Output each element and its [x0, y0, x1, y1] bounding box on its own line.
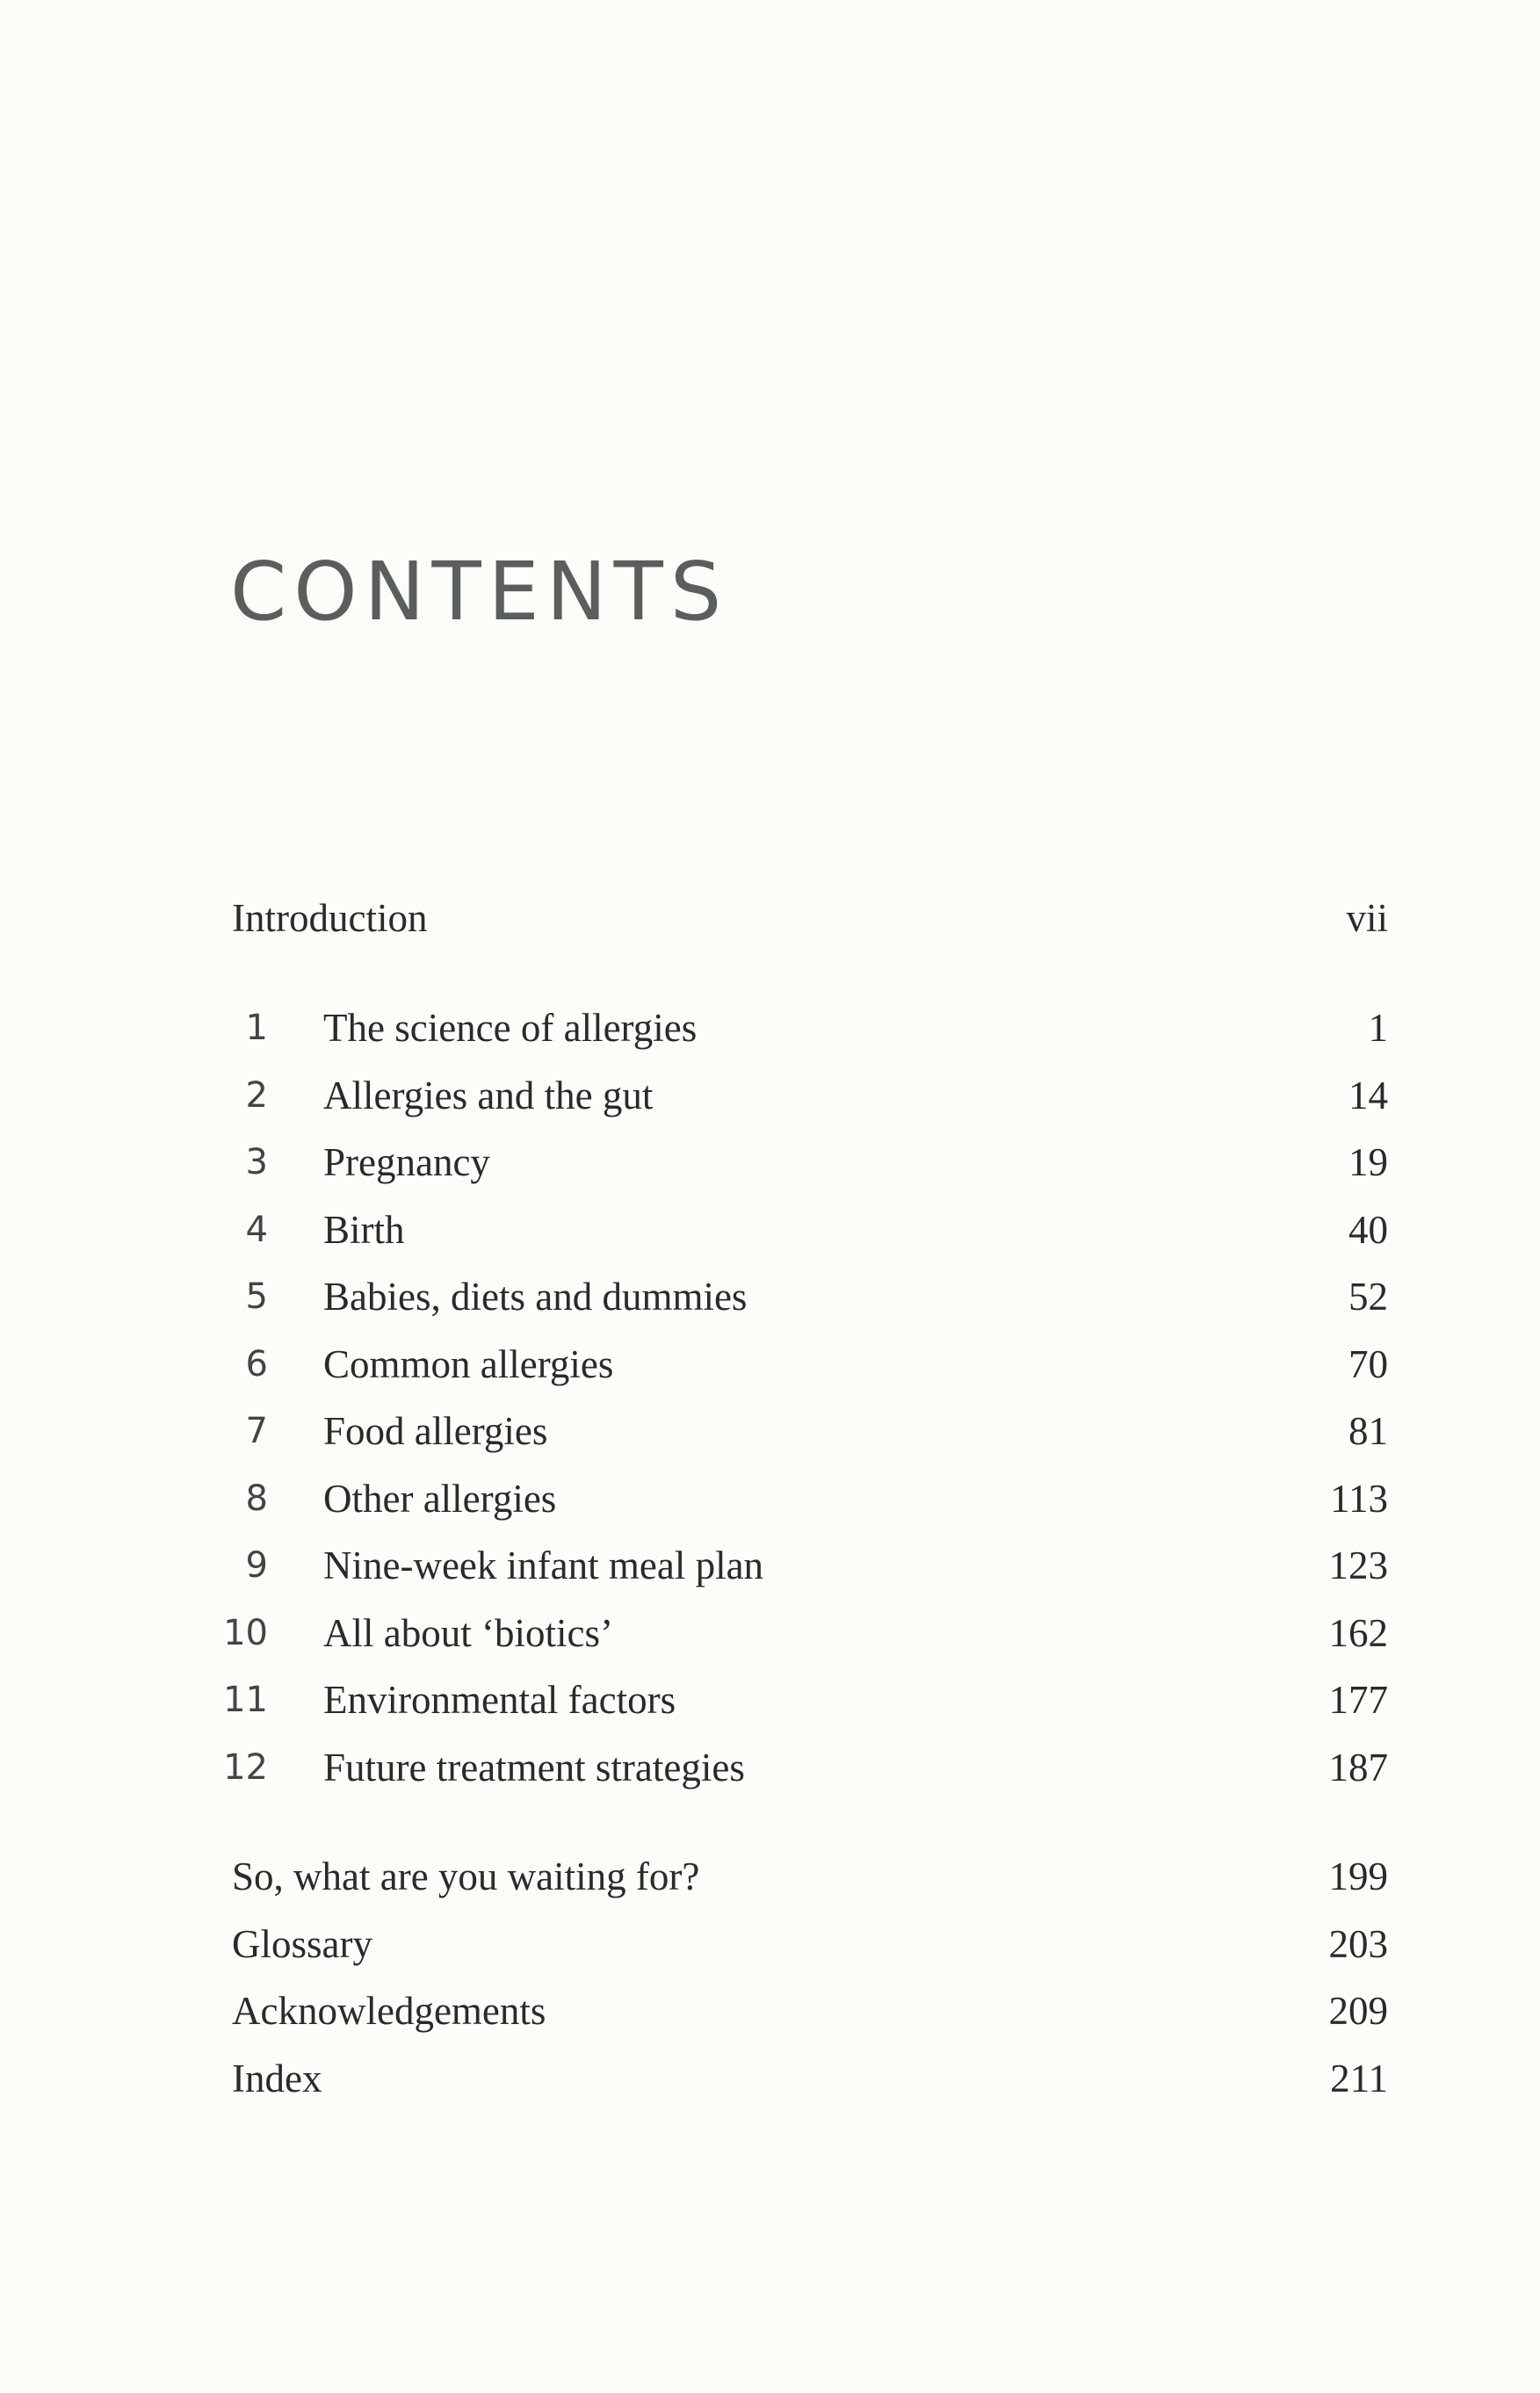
entry-title: Food allergies	[323, 1409, 548, 1453]
chapter-number: 11	[223, 1680, 268, 1720]
chapter-number: 12	[223, 1746, 268, 1788]
entry-title: Nine-week infant meal plan	[323, 1544, 764, 1587]
entry-title: Common allergies	[323, 1341, 614, 1386]
toc-entry	[232, 1980, 1388, 2042]
chapter-number: 10	[223, 1612, 268, 1653]
page-number: 211	[1330, 2056, 1388, 2100]
entry-title: Birth	[323, 1207, 405, 1252]
page-number: 162	[1328, 1610, 1388, 1655]
page-number: 52	[1348, 1275, 1388, 1319]
entry-title: Other allergies	[323, 1476, 557, 1521]
page-number: 19	[1348, 1140, 1388, 1184]
page-number: 209	[1328, 1989, 1388, 2033]
entry-title: Introduction	[232, 896, 428, 940]
chapter-number: 1	[245, 1008, 268, 1048]
chapter-entry	[223, 1737, 1388, 1798]
entry-title: The science of allergies	[323, 1006, 698, 1050]
entry-title: Allergies and the gut	[323, 1073, 654, 1117]
entry-title: Environmental factors	[323, 1678, 676, 1722]
chapter-entry	[232, 1199, 1388, 1261]
entry-title: All about ‘biotics’	[323, 1610, 613, 1655]
entry-title: Pregnancy	[323, 1140, 490, 1184]
chapter-number: 6	[245, 1343, 268, 1384]
chapter-number: 8	[245, 1478, 268, 1519]
toc-entry	[232, 887, 1388, 949]
chapter-entry	[232, 1400, 1388, 1462]
page-number: 70	[1348, 1341, 1388, 1386]
page-number: 40	[1348, 1207, 1388, 1252]
page-number: 81	[1348, 1409, 1388, 1453]
chapter-entry	[232, 1535, 1388, 1596]
toc-entry	[232, 1846, 1388, 1907]
entry-title: Acknowledgements	[232, 1989, 546, 2033]
chapter-number: 5	[245, 1276, 268, 1317]
entry-title: Babies, diets and dummies	[323, 1275, 748, 1319]
chapter-number: 9	[245, 1545, 268, 1586]
page-number: 203	[1328, 1921, 1388, 1966]
page-number: 1	[1368, 1006, 1388, 1050]
page-title: CONTENTS	[230, 545, 729, 639]
page-number: 14	[1348, 1073, 1388, 1117]
toc-entry	[232, 2048, 1388, 2109]
entry-title: Glossary	[232, 1921, 372, 1966]
entry-title: Index	[232, 2056, 322, 2100]
page-number: 177	[1328, 1678, 1388, 1722]
page-number: vii	[1346, 896, 1388, 940]
chapter-entry	[232, 1065, 1388, 1126]
chapter-entry	[223, 1602, 1388, 1664]
page-number: 113	[1330, 1476, 1388, 1521]
chapter-number: 2	[245, 1074, 268, 1116]
page-number: 123	[1328, 1544, 1388, 1587]
chapter-entry	[232, 1334, 1388, 1395]
chapter-number: 3	[245, 1142, 268, 1182]
page-number: 199	[1328, 1854, 1388, 1898]
chapter-entry	[232, 997, 1388, 1059]
entry-title: Future treatment strategies	[323, 1745, 745, 1789]
toc-entry	[232, 1913, 1388, 1975]
chapter-entry	[223, 1669, 1388, 1731]
chapter-entry	[232, 1468, 1388, 1529]
chapter-number: 4	[245, 1209, 268, 1250]
chapter-entry	[232, 1266, 1388, 1327]
chapter-entry	[232, 1131, 1388, 1193]
chapter-number: 7	[245, 1411, 268, 1451]
entry-title: So, what are you waiting for?	[232, 1854, 700, 1898]
page-number: 187	[1328, 1745, 1388, 1789]
